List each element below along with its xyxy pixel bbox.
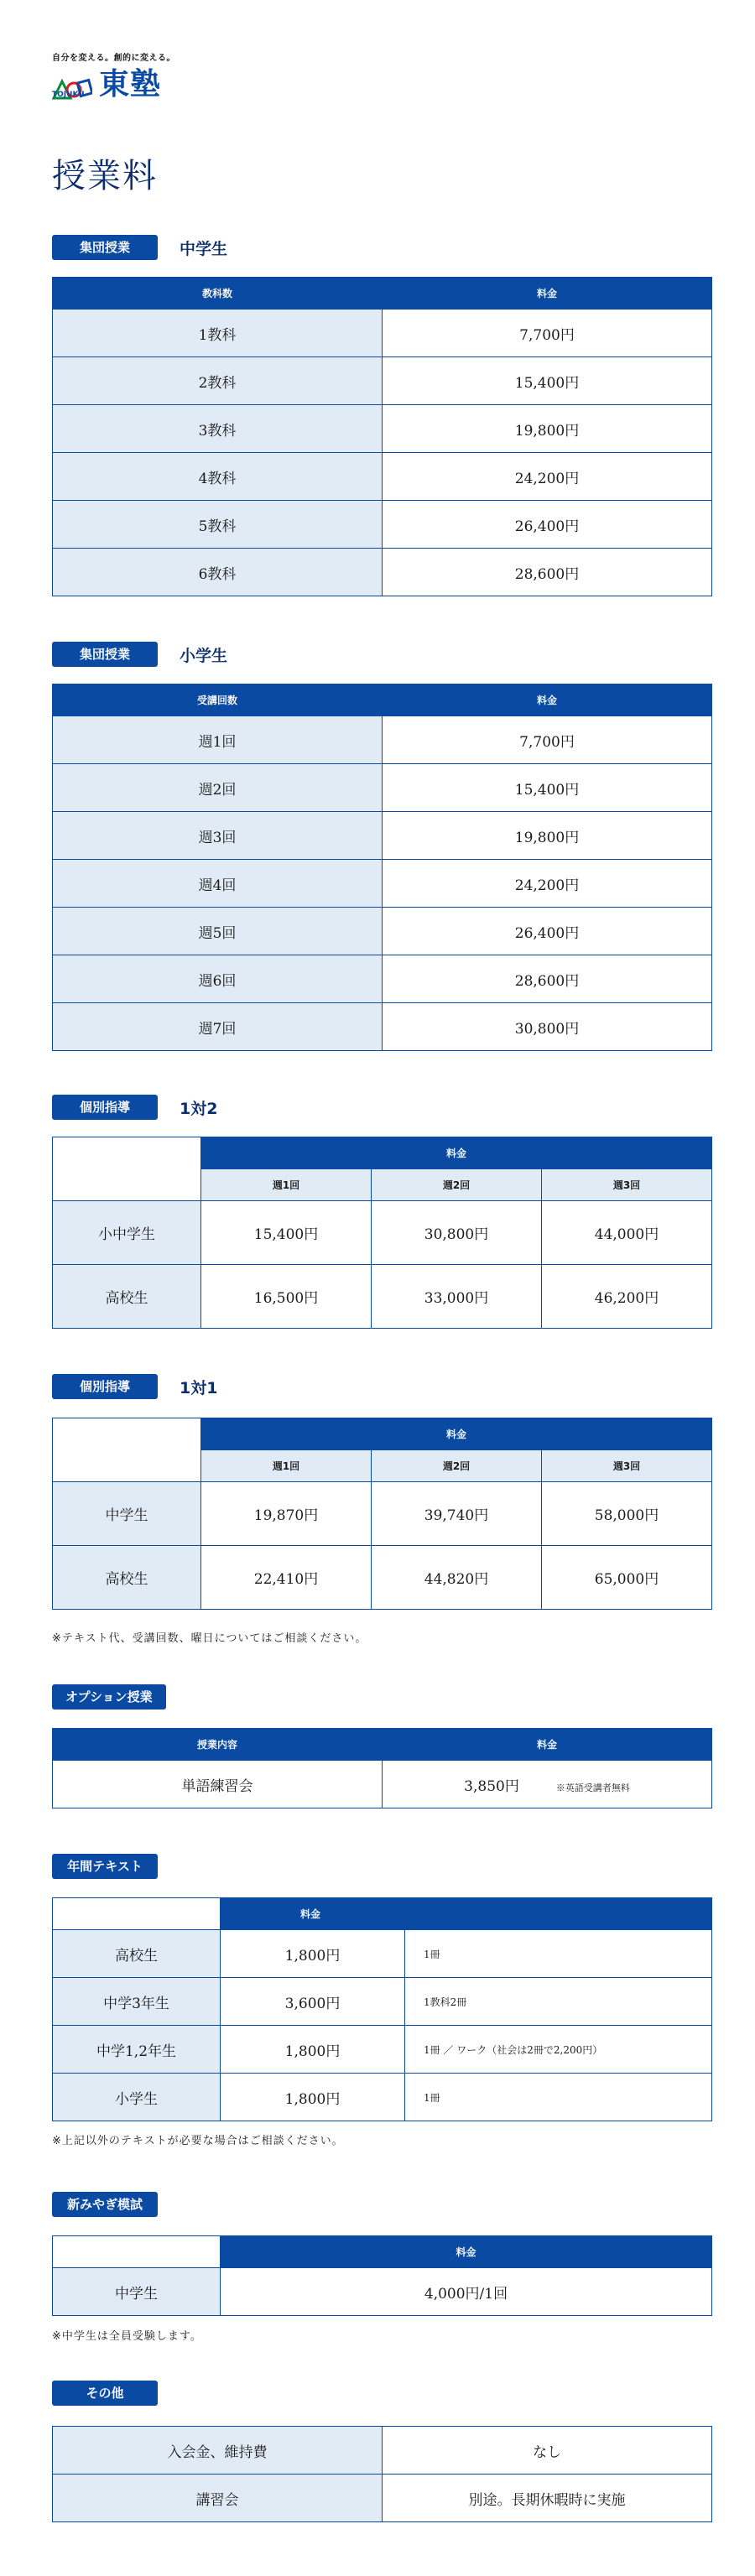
table-header: 料金 <box>201 1418 712 1450</box>
option-note: ※英語受講者無料 <box>555 1782 630 1793</box>
table-header: 料金 <box>383 278 712 310</box>
table-cell: 1教科 <box>53 310 383 357</box>
table-cell: 単語練習会 <box>53 1761 383 1808</box>
table-cell: 1,800円 <box>221 2026 405 2074</box>
table-cell: 28,600円 <box>383 549 712 596</box>
footnote: ※中学生は全員受験します。 <box>52 2330 202 2343</box>
table-cell: 週6回 <box>53 955 383 1003</box>
table-cell: 高校生 <box>53 1546 201 1610</box>
individual-1to1-table <box>52 1418 712 1610</box>
table-cell: 小学生 <box>53 2074 221 2121</box>
table-cell: 4教科 <box>53 453 383 501</box>
table-cell: 22,410円 <box>201 1546 372 1610</box>
table-cell: 26,400円 <box>383 501 712 549</box>
table-cell: 別途。長期休暇時に実施 <box>383 2475 712 2522</box>
section-tag: 集団授業 <box>52 642 158 667</box>
table-cell: 2教科 <box>53 357 383 405</box>
table-cell: 小中学生 <box>53 1201 201 1265</box>
section-header-text <box>52 1854 158 1879</box>
other-table <box>52 2426 712 2522</box>
individual-1to2-table <box>52 1137 712 1329</box>
table-cell: 26,400円 <box>383 908 712 955</box>
table-header: 料金 <box>221 1898 712 1930</box>
section-header-mock <box>52 2192 158 2217</box>
option-price: 3,850円 <box>464 1777 519 1795</box>
section-header-group-jhs <box>52 235 227 260</box>
table-corner <box>53 1137 201 1201</box>
table-subheader: 週3回 <box>542 1450 712 1482</box>
table-cell: 週4回 <box>53 860 383 908</box>
table-cell: 6教科 <box>53 549 383 596</box>
table-cell: 30,800円 <box>372 1201 542 1265</box>
table-cell: 39,740円 <box>372 1482 542 1546</box>
table-cell: 3教科 <box>53 405 383 453</box>
section-header-individual-1to2 <box>52 1095 217 1120</box>
section-subtitle: 1対1 <box>180 1378 218 1397</box>
table-cell <box>383 1761 712 1808</box>
table-cell: 19,800円 <box>383 812 712 860</box>
table-cell: 33,000円 <box>372 1265 542 1329</box>
footnote: ※テキスト代、受講回数、曜日についてはご相談ください。 <box>52 1632 367 1645</box>
table-corner <box>53 2236 221 2268</box>
table-cell: 7,700円 <box>383 310 712 357</box>
section-subtitle: 中学生 <box>180 239 228 258</box>
table-header: 授業内容 <box>53 1729 383 1761</box>
table-header: 料金 <box>221 2236 712 2268</box>
table-header: 料金 <box>383 684 712 716</box>
section-tag: その他 <box>52 2381 158 2406</box>
table-cell: 5教科 <box>53 501 383 549</box>
table-cell: 44,000円 <box>542 1201 712 1265</box>
section-tag: 個別指導 <box>52 1095 158 1120</box>
table-cell: 中学3年生 <box>53 1978 221 2026</box>
table-cell: 週5回 <box>53 908 383 955</box>
table-corner <box>53 1418 201 1482</box>
table-cell: 16,500円 <box>201 1265 372 1329</box>
section-tag: 年間テキスト <box>52 1854 158 1879</box>
table-cell: 高校生 <box>53 1930 221 1978</box>
table-cell: 15,400円 <box>383 357 712 405</box>
table-cell: 15,400円 <box>383 764 712 812</box>
table-cell: 入会金、維持費 <box>53 2427 383 2475</box>
section-header-group-es <box>52 642 227 667</box>
table-subheader: 週1回 <box>201 1169 372 1201</box>
table-subheader: 週3回 <box>542 1169 712 1201</box>
table-cell: 19,800円 <box>383 405 712 453</box>
group-jhs-table <box>52 277 712 596</box>
table-cell: 1,800円 <box>221 2074 405 2121</box>
table-cell: 19,870円 <box>201 1482 372 1546</box>
option-table <box>52 1728 712 1808</box>
table-cell: 1冊 <box>405 2074 712 2121</box>
section-header-option <box>52 1684 166 1710</box>
section-tag: 集団授業 <box>52 235 158 260</box>
table-cell: 1冊 ／ ワーク（社会は2冊で2,200円） <box>405 2026 712 2074</box>
table-header: 受講回数 <box>53 684 383 716</box>
section-header-other <box>52 2381 158 2406</box>
table-cell: 24,200円 <box>383 860 712 908</box>
table-cell: 65,000円 <box>542 1546 712 1610</box>
logo-sub: TOJUKU <box>52 91 85 99</box>
table-cell: 44,820円 <box>372 1546 542 1610</box>
section-tag: 個別指導 <box>52 1374 158 1399</box>
table-subheader: 週2回 <box>372 1169 542 1201</box>
logo[interactable] <box>52 50 220 109</box>
section-tag: 新みやぎ模試 <box>52 2192 158 2217</box>
footnote: ※上記以外のテキストが必要な場合はご相談ください。 <box>52 2135 344 2147</box>
section-subtitle: 小学生 <box>180 646 228 665</box>
table-cell: 7,700円 <box>383 716 712 764</box>
table-cell: 4,000円/1回 <box>221 2268 712 2316</box>
table-cell: 1,800円 <box>221 1930 405 1978</box>
table-header: 料金 <box>383 1729 712 1761</box>
table-cell: 週2回 <box>53 764 383 812</box>
table-cell: 講習会 <box>53 2475 383 2522</box>
group-es-table <box>52 684 712 1051</box>
table-cell: 中学1,2年生 <box>53 2026 221 2074</box>
table-cell: 週7回 <box>53 1003 383 1051</box>
table-cell: 28,600円 <box>383 955 712 1003</box>
table-cell: 中学生 <box>53 1482 201 1546</box>
table-cell: 15,400円 <box>201 1201 372 1265</box>
table-header: 料金 <box>201 1137 712 1169</box>
mock-table <box>52 2235 712 2316</box>
table-cell: 週1回 <box>53 716 383 764</box>
table-cell: 3,600円 <box>221 1978 405 2026</box>
text-table <box>52 1897 712 2121</box>
section-header-individual-1to1 <box>52 1374 217 1399</box>
page-title: 授業料 <box>52 157 158 195</box>
table-cell: 高校生 <box>53 1265 201 1329</box>
table-cell: 中学生 <box>53 2268 221 2316</box>
table-cell: 30,800円 <box>383 1003 712 1051</box>
table-cell: 46,200円 <box>542 1265 712 1329</box>
table-subheader: 週2回 <box>372 1450 542 1482</box>
table-subheader: 週1回 <box>201 1450 372 1482</box>
section-tag: オプション授業 <box>52 1684 166 1710</box>
logo-name: 東塾 <box>99 67 162 101</box>
logo-tagline: 自分を変える。創的に変える。 <box>52 54 175 63</box>
table-corner <box>53 1898 221 1930</box>
section-subtitle: 1対2 <box>180 1099 218 1118</box>
table-header: 教科数 <box>53 278 383 310</box>
table-cell: 24,200円 <box>383 453 712 501</box>
table-cell: 58,000円 <box>542 1482 712 1546</box>
table-cell: 週3回 <box>53 812 383 860</box>
table-cell: なし <box>383 2427 712 2475</box>
table-cell: 1冊 <box>405 1930 712 1978</box>
table-cell: 1教科2冊 <box>405 1978 712 2026</box>
